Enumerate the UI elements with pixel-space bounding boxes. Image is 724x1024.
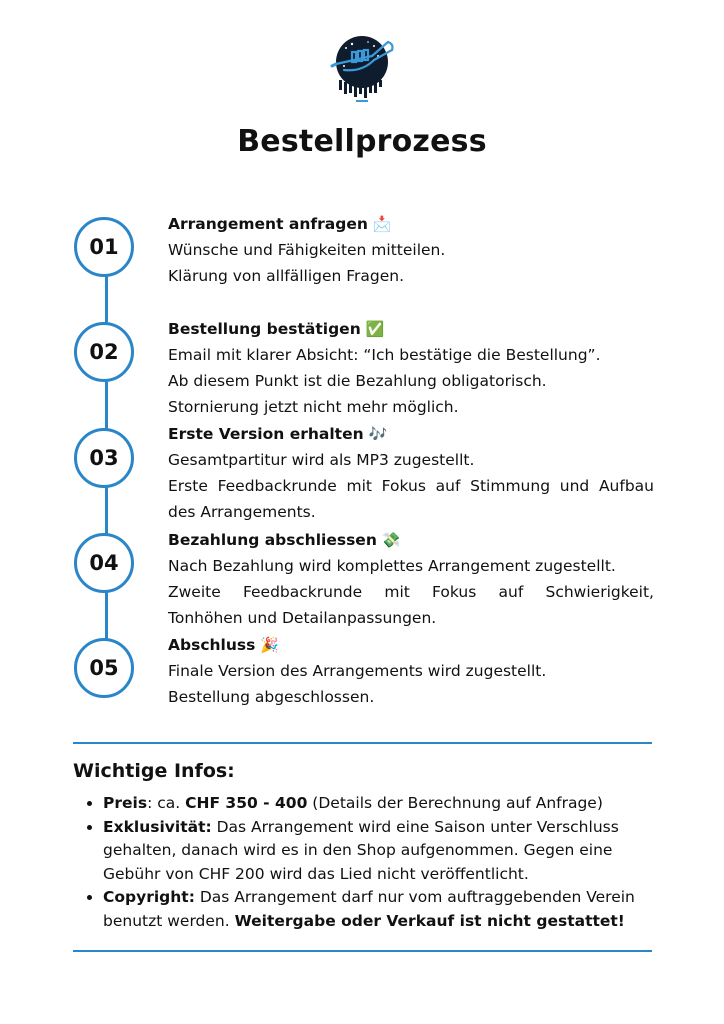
step-heading	[168, 316, 654, 342]
info-label: Exklusivität:	[103, 817, 212, 836]
step-text-line: Bestellung abgeschlossen.	[168, 688, 375, 706]
step-text-line: Nach Bezahlung wird komplettes Arrangement zugestellt.	[168, 557, 616, 575]
info-warning: Weitergabe oder Verkauf ist nicht gestattet!	[234, 911, 625, 930]
step-abschluss	[168, 632, 654, 710]
step-number-circle: 01	[74, 217, 134, 277]
step-text-line: Finale Version des Arrangements wird zugestellt.	[168, 662, 547, 680]
step-number-circle: 05	[74, 638, 134, 698]
step-text-line: Gesamtpartitur wird als MP3 zugestellt.	[168, 451, 475, 469]
step-number-circle: 02	[74, 322, 134, 382]
money-wings-icon: 💸	[381, 531, 401, 549]
step-text-line: Klärung von allfälligen Fragen.	[168, 267, 405, 285]
price-amount: CHF 350 - 400	[185, 794, 308, 812]
step-text-line: Wünsche und Fähigkeiten mitteilen.	[168, 241, 446, 259]
step-text-line: Ab diesem Punkt ist die Bezahlung obligatorisch.	[168, 372, 547, 390]
info-text: Das Arrangement wird eine Saison unter Verschluss gehalten, danach wird es in den Shop aufgenommen. Gegen eine Gebühr von CHF 200 wird das Lied nicht veröffentlicht.	[103, 817, 619, 883]
step-text-line: Zweite Feedbackrunde mit Fokus auf Schwierigkeit,	[168, 583, 654, 601]
info-item-exklusivitaet	[103, 816, 653, 887]
step-arrangement-anfragen	[168, 211, 654, 289]
step-heading-text: Erste Version erhalten	[168, 425, 364, 443]
envelope-icon: 📩	[372, 215, 392, 233]
info-label: Preis	[103, 794, 148, 812]
info-label: Copyright:	[103, 888, 195, 906]
step-heading	[168, 211, 654, 237]
info-item-preis	[103, 792, 653, 816]
page-title: Bestellprozess	[237, 124, 487, 159]
step-bezahlung-abschliessen	[168, 527, 654, 631]
party-popper-icon: 🎉	[260, 636, 280, 654]
infos-list	[73, 792, 653, 933]
step-text-line: Email mit klarer Absicht: “Ich bestätige die Bestellung”.	[168, 346, 601, 364]
info-text: : ca.	[147, 794, 186, 812]
step-heading	[168, 527, 654, 553]
step-bestellung-bestaetigen	[168, 316, 654, 420]
step-heading-text: Bestellung bestätigen	[168, 320, 361, 338]
infos-title: Wichtige Infos:	[73, 760, 235, 782]
divider-top	[73, 742, 652, 744]
step-heading	[168, 421, 654, 447]
step-text-line: Stornierung jetzt nicht mehr möglich.	[168, 398, 459, 416]
step-text-line: Erste Feedbackrunde mit Fokus auf Stimmung und Aufbau	[168, 477, 654, 495]
info-item-copyright	[103, 886, 653, 933]
step-number-circle: 03	[74, 428, 134, 488]
trumpet-logo-icon	[322, 22, 402, 102]
step-heading	[168, 632, 654, 658]
step-erste-version	[168, 421, 654, 525]
info-text: (Details der Berechnung auf Anfrage)	[307, 794, 603, 812]
music-notes-icon: 🎶	[368, 425, 388, 443]
info-text: Das Arrangement darf nur vom auftraggebenden Verein benutzt werden.	[103, 888, 635, 930]
step-heading-text: Arrangement anfragen	[168, 215, 368, 233]
step-number-circle: 04	[74, 533, 134, 593]
step-text-line: Tonhöhen und Detailanpassungen.	[168, 609, 437, 627]
check-mark-icon: ✅	[365, 320, 385, 338]
step-heading-text: Bezahlung abschliessen	[168, 531, 377, 549]
divider-bottom	[73, 950, 652, 952]
step-text-line: des Arrangements.	[168, 503, 316, 521]
step-heading-text: Abschluss	[168, 636, 256, 654]
